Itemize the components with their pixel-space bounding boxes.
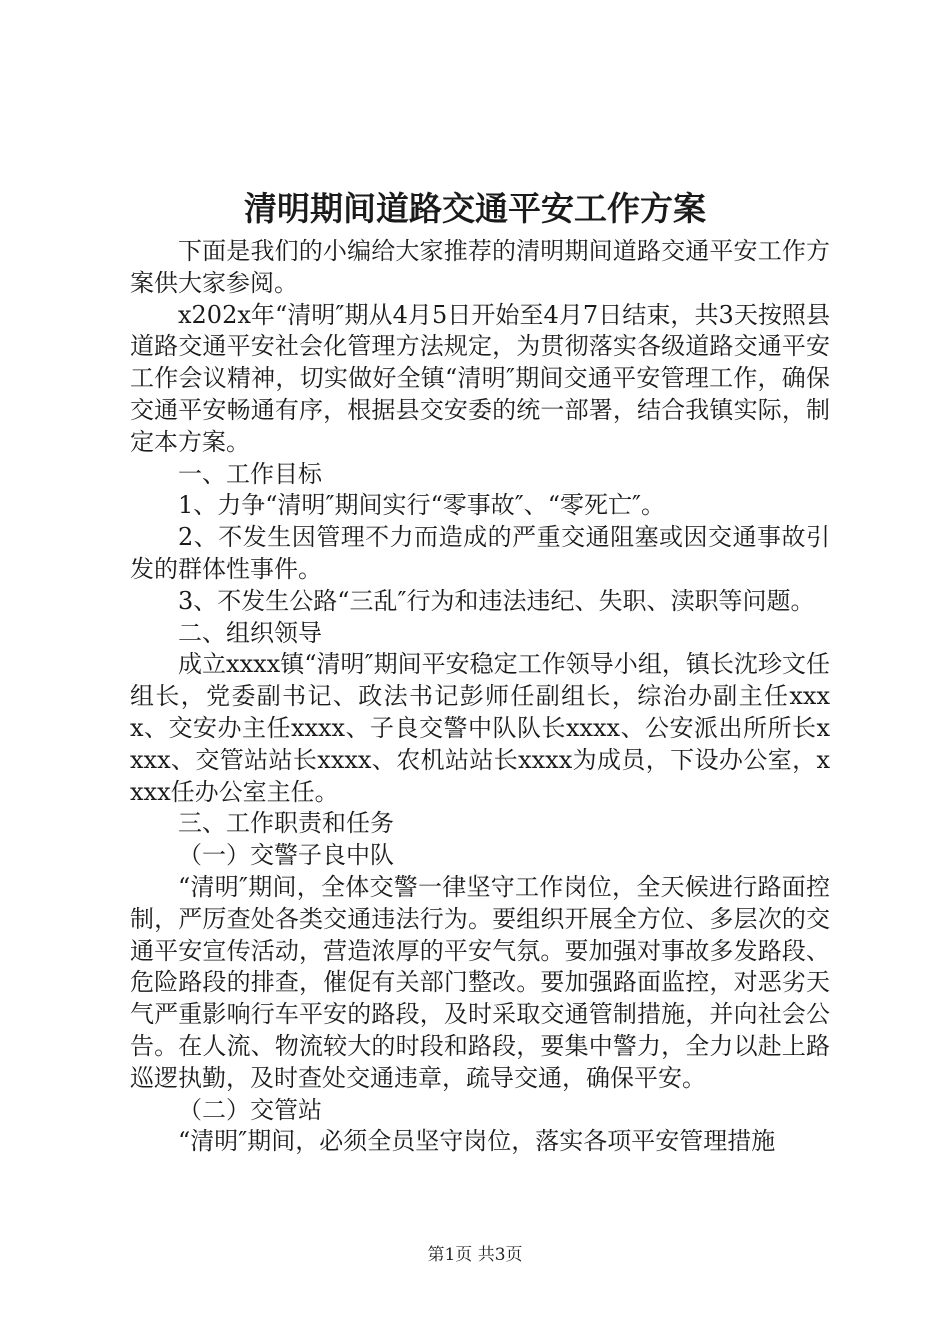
document-title: 清明期间道路交通平安工作方案 (244, 189, 706, 228)
subsection-heading-police: （一）交警子良中队 (178, 841, 394, 870)
document-body (130, 236, 830, 1158)
section-heading-goals: 一、工作目标 (178, 459, 322, 488)
leadership-paragraph: 成立xxxx镇“清明″期间平安稳定工作领导小组，镇长沈珍文任组长，党委副书记、政法书记彭师任副组长，综治办副主任xxxx、交安办主任xxxx、子良交警中队队长xxxx、公安派出所所长xxxx、交管站站长xxxx、农机站站长xxxx为成员，下设办公室，xxxx任办公室主任。 (130, 650, 830, 806)
section-heading-duties: 三、工作职责和任务 (178, 809, 394, 838)
intro-paragraph: 下面是我们的小编给大家推荐的清明期间道路交通平安工作方案供大家参阅。 (130, 237, 830, 297)
page-footer: 第1页 共3页 (427, 1245, 523, 1265)
section-heading-leadership: 二、组织领导 (178, 618, 322, 647)
traffic-station-paragraph: “清明″期间，必须全员坚守岗位，落实各项平安管理措施 (178, 1127, 776, 1156)
police-duties-paragraph: “清明″期间，全体交警一律坚守工作岗位，全天候进行路面控制，严厉查处各类交通违法行为。要组织开展全方位、多层次的交通平安宣传活动，营造浓厚的平安气氛。要加强对事故多发路段、危险路段的排查，催促有关部门整改。要加强路面监控，对恶劣天气严重影响行车平安的路段，及时采取交通管制措施，并向社会公告。在人流、物流较大的时段和路段，要集中警力，全力以赴上路巡逻执勤，及时查处交通违章，疏导交通，确保平安。 (130, 872, 830, 1092)
goal-item-2: 2、不发生因管理不力而造成的严重交通阻塞或因交通事故引发的群体性事件。 (130, 523, 830, 583)
goal-item-3: 3、不发生公路“三乱″行为和违法违纪、失职、渎职等问题。 (178, 586, 815, 615)
subsection-heading-traffic-station: （二）交管站 (178, 1095, 322, 1124)
background-paragraph: x202x年“清明″期从4月5日开始至4月7日结束，共3天按照县道路交通平安社会化管理方法规定，为贯彻落实各级道路交通平安工作会议精神，切实做好全镇“清明″期间交通平安管理工作，确保交通平安畅通有序，根据县交安委的统一部署，结合我镇实际，制定本方案。 (130, 300, 830, 456)
goal-item-1: 1、力争“清明″期间实行“零事故″、“零死亡″。 (178, 491, 665, 520)
